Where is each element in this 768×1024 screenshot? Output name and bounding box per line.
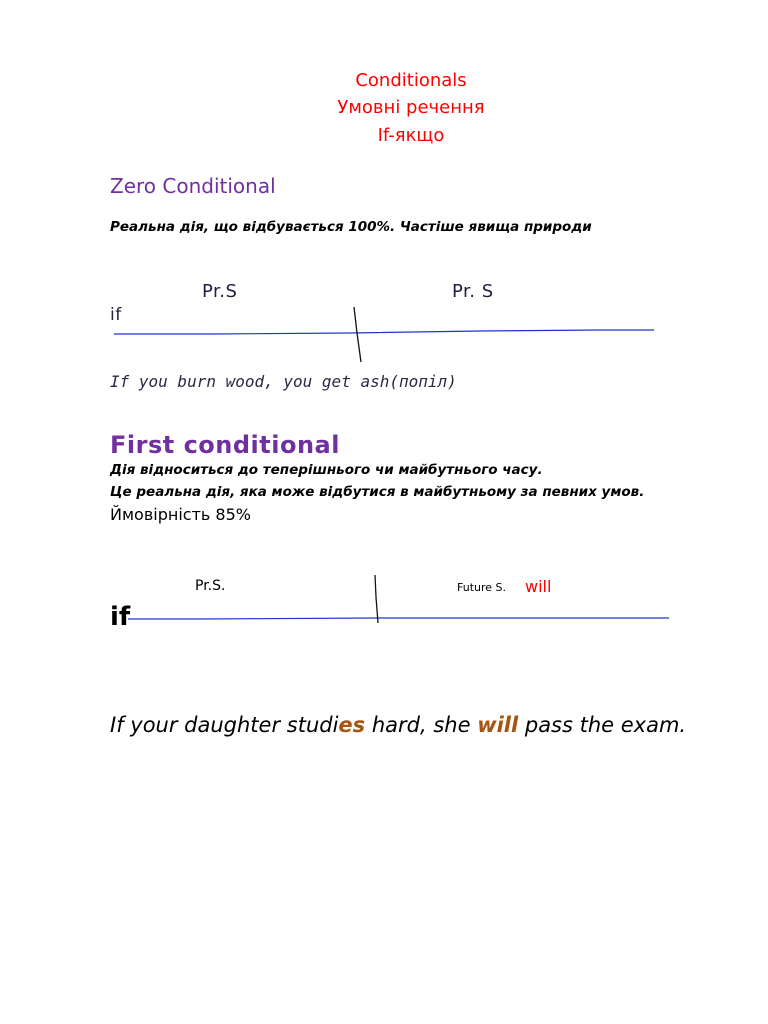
zero-timeline — [114, 330, 654, 334]
example-highlight-es: es — [338, 713, 366, 737]
first-if-label: if — [110, 602, 131, 632]
example-part-1: If your daughter studi — [110, 713, 339, 737]
title-line-3: If-якщо — [377, 125, 445, 146]
first-left-label: Pr.S. — [195, 578, 226, 594]
zero-example: If you burn wood, you get ash(попіл) — [110, 372, 457, 391]
zero-description: Реальна дія, що відбувається 100%. Частіше явища природи — [110, 219, 592, 235]
first-description-1: Дія відноситься до теперішнього чи майбутнього часу. — [110, 462, 543, 478]
zero-conditional-heading: Zero Conditional — [110, 174, 276, 198]
first-conditional-heading: First conditional — [110, 431, 340, 459]
first-divider — [375, 575, 378, 623]
zero-right-label: Pr. S — [452, 281, 494, 302]
zero-left-label: Pr.S — [202, 281, 238, 302]
first-right-label: Future S. — [457, 581, 507, 594]
zero-if-label: if — [110, 305, 122, 325]
title-line-1: Conditionals — [355, 70, 467, 91]
example-part-3: pass the exam. — [518, 713, 687, 737]
first-probability: Ймовірність 85% — [110, 505, 251, 524]
first-description-2: Це реальна дія, яка може відбутися в майбутньому за певних умов. — [110, 484, 645, 500]
first-timeline — [128, 618, 669, 619]
example-highlight-will: will — [477, 713, 519, 737]
first-will-label: will — [525, 577, 552, 596]
example-part-2: hard, she — [365, 713, 478, 737]
title-line-2: Умовні речення — [337, 97, 485, 118]
zero-divider — [354, 307, 361, 362]
